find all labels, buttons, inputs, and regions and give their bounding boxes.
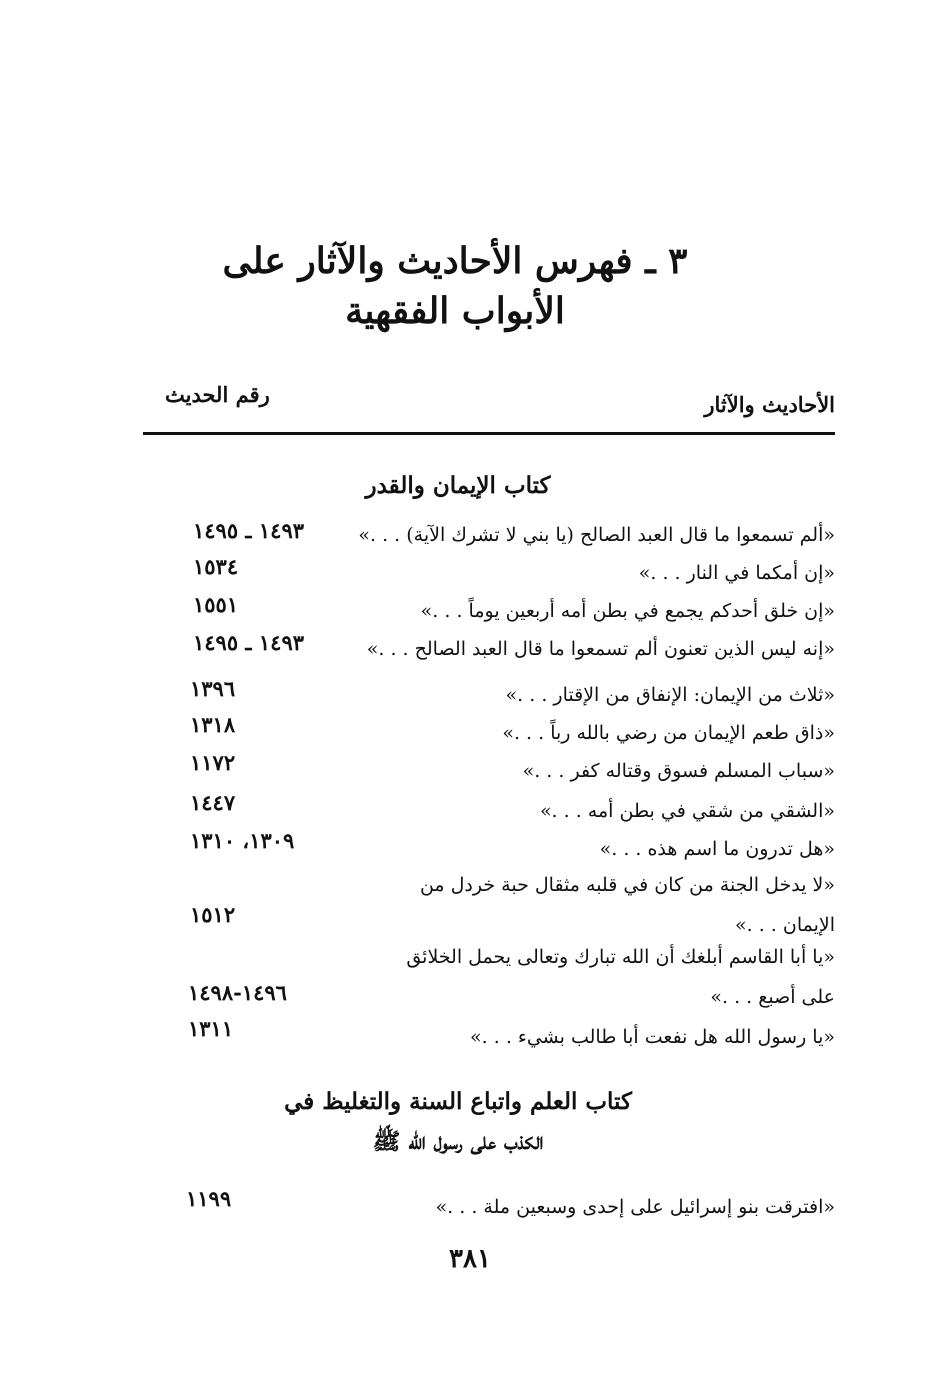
- hadith-text: «ثلاث من الإيمان: الإنفاق من الإقتار . . .»: [505, 684, 835, 706]
- hadith-number: ١١٩٩: [186, 1186, 232, 1211]
- column-heading-number: رقم الحديث: [165, 382, 270, 407]
- hadith-text: «إن خلق أحدكم يجمع في بطن أمه أربعين يوماً . . .»: [420, 600, 835, 622]
- hadith-number: ١٥٣٤: [193, 554, 239, 579]
- hadith-text: «سباب المسلم فسوق وقتاله كفر . . .»: [522, 760, 835, 782]
- hadith-text-continuation: على أصبع . . .»: [710, 986, 835, 1008]
- section-title-continuation: الكذب على رسول الله ﷺ: [372, 1128, 544, 1155]
- hadith-number: ١٤٤٧: [190, 790, 236, 815]
- column-heading-hadith: الأحاديث والآثار: [704, 392, 835, 417]
- hadith-text: «هل تدرون ما اسم هذه . . .»: [599, 838, 835, 860]
- header-rule: [143, 432, 835, 435]
- hadith-text: «افترقت بنو إسرائيل على إحدى وسبعين ملة . . .»: [435, 1196, 835, 1218]
- hadith-text: «إن أمكما في النار . . .»: [638, 562, 835, 584]
- hadith-number: ١٤٩٣ ـ ١٤٩٥: [193, 630, 305, 655]
- section-title: كتاب العلم واتباع السنة والتغليظ في: [284, 1088, 632, 1115]
- hadith-number: ١١٧٢: [190, 750, 236, 775]
- hadith-number: ١٥١٢: [190, 902, 236, 927]
- hadith-text: «يا رسول الله هل نفعت أبا طالب بشيء . . .»: [470, 1026, 835, 1048]
- hadith-text: «الشقي من شقي في بطن أمه . . .»: [539, 800, 835, 822]
- hadith-number: ١٣١٨: [190, 712, 236, 737]
- hadith-text: «إنه ليس الذين تعنون ألم تسمعوا ما قال العبد الصالح . . .»: [366, 638, 835, 660]
- hadith-number: ١٣٠٩، ١٣١٠: [190, 828, 295, 853]
- section-title: كتاب الإيمان والقدر: [365, 472, 551, 499]
- page-number: ٣٨١: [449, 1244, 491, 1274]
- hadith-text: «ذاق طعم الإيمان من رضي بالله رباً . . .»: [502, 722, 835, 744]
- hadith-number: ١٤٩٦-١٤٩٨: [188, 980, 287, 1005]
- hadith-number: ١٣١١: [188, 1016, 234, 1041]
- hadith-number: ١٣٩٦: [190, 676, 236, 701]
- page-title-line-1: ٣ ـ فهرس الأحاديث والآثار على: [222, 240, 688, 282]
- hadith-text: «ألم تسمعوا ما قال العبد الصالح (يا بني لا تشرك الآية) . . .»: [358, 524, 835, 546]
- hadith-text: «يا أبا القاسم أبلغك أن الله تبارك وتعالى يحمل الخلائق: [406, 946, 835, 968]
- hadith-text: «لا يدخل الجنة من كان في قلبه مثقال حبة خردل من: [419, 874, 835, 896]
- hadith-number: ١٥٥١: [193, 592, 239, 617]
- hadith-text-continuation: الإيمان . . .»: [735, 914, 835, 936]
- hadith-number: ١٤٩٣ ـ ١٤٩٥: [193, 518, 305, 543]
- page-title-line-2: الأبواب الفقهية: [345, 290, 565, 332]
